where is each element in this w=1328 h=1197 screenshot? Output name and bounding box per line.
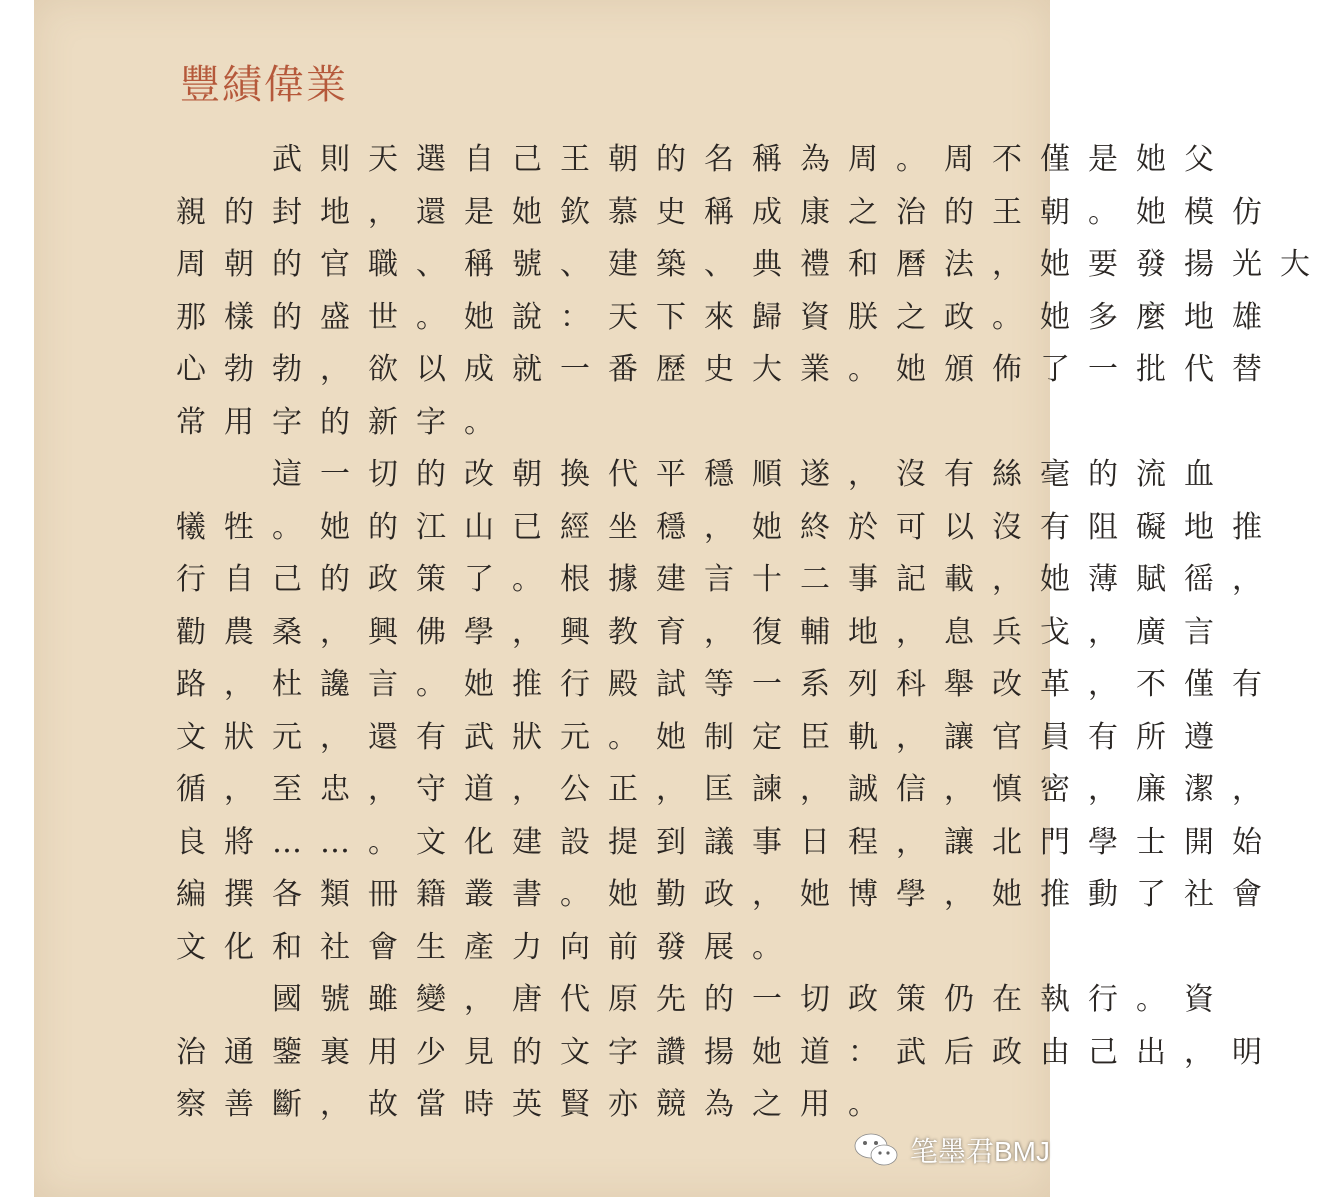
text-line: 編撰各類冊籍叢書。她勤政，她博學，她推動了社會	[176, 877, 1280, 912]
text-line: 察善斷，故當時英賢亦競為之用。	[176, 1087, 896, 1122]
text-line: 親的封地，還是她欽慕史稱成康之治的王朝。她模仿	[176, 194, 1280, 230]
text-line: 犧牲。她的江山已經坐穩，她終於可以沒有阻礙地推	[176, 509, 1280, 545]
text-line: 文化和社會生產力向前發展。	[176, 929, 800, 965]
text-line: 良將……。文化建設提到議事日程，讓北門學士開始	[176, 824, 1280, 860]
watermark-label: 笔墨君BMJ	[909, 1136, 1050, 1167]
watermark	[852, 1130, 1050, 1170]
page-title: 豐績偉業	[180, 62, 348, 108]
text-line: 路，杜讒言。她推行殿試等一系列科舉改革，不僅有	[176, 667, 1280, 702]
text-line: 武則天選自己王朝的名稱為周。周不僅是她父	[176, 142, 1232, 177]
text-line: 這一切的改朝換代平穩順遂，沒有絲毫的流血	[176, 457, 1232, 492]
wechat-icon	[852, 1131, 900, 1169]
text-line: 周朝的官職、稱號、建築、典禮和曆法，她要發揚光大	[176, 247, 1328, 282]
text-line: 國號雖變，唐代原先的一切政策仍在執行。資	[176, 982, 1232, 1017]
text-line: 行自己的政策了。根據建言十二事記載，她薄賦徭，	[176, 562, 1280, 597]
text-line: 心勃勃，欲以成就一番歷史大業。她頒佈了一批代替	[176, 352, 1280, 387]
text-line: 勸農桑，興佛學，興教育，復輔地，息兵戈，廣言	[176, 614, 1232, 650]
text-line: 治通鑒裏用少見的文字讚揚她道：武后政由己出，明	[176, 1034, 1280, 1070]
text-line: 那樣的盛世。她說：天下來歸資朕之政。她多麼地雄	[176, 299, 1280, 335]
text-line: 常用字的新字。	[176, 404, 512, 440]
text-line: 循，至忠，守道，公正，匡諫，誠信，慎密，廉潔，	[176, 772, 1280, 807]
text-line: 文狀元，還有武狀元。她制定臣軌，讓官員有所遵	[176, 719, 1232, 755]
